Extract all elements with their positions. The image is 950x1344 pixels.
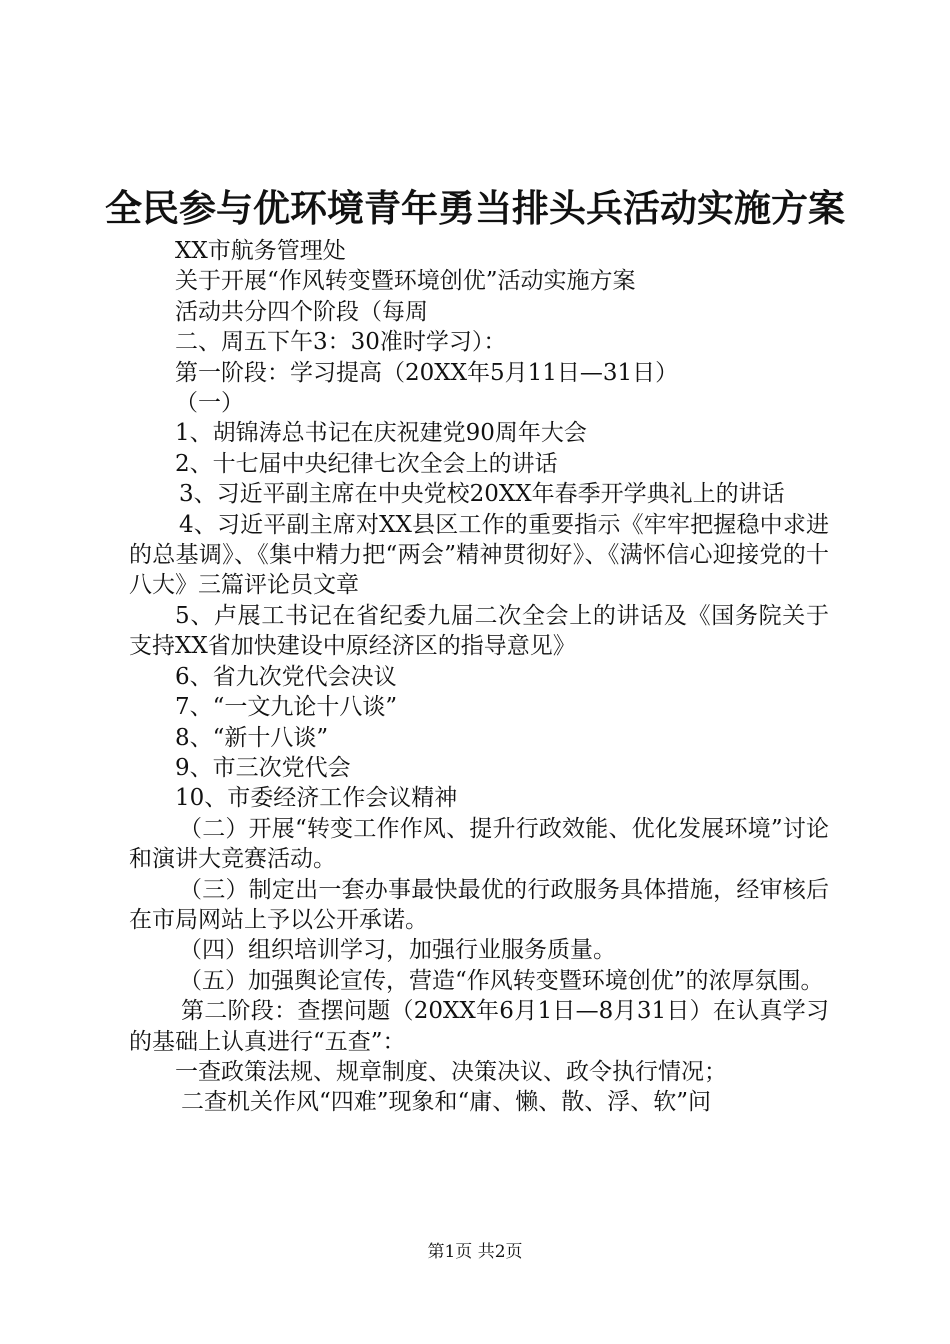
paragraph: （四）组织培训学习，加强行业服务质量。 bbox=[179, 937, 616, 964]
paragraph: 二查机关作风“四难”现象和“庸、懒、散、浮、软”问 bbox=[181, 1089, 712, 1116]
document-title: 全民参与优环境青年勇当排头兵活动实施方案 bbox=[105, 186, 845, 230]
paragraph: 7、“一文九论十八谈” bbox=[175, 694, 398, 721]
paragraph: 10、市委经济工作会议精神 bbox=[175, 785, 458, 812]
paragraph: 第二阶段：查摆问题（20XX年6月1日—8月31日）在认真学习的基础上认真进行“五查”： bbox=[129, 998, 829, 1055]
paragraph: 8、“新十八谈” bbox=[175, 724, 329, 751]
paragraph: 关于开展“作风转变暨环境创优”活动实施方案 bbox=[175, 268, 636, 295]
paragraph: 1、胡锦涛总书记在庆祝建党90周年大会 bbox=[175, 420, 587, 447]
paragraph: （五）加强舆论宣传，营造“作风转变暨环境创优”的浓厚氛围。 bbox=[179, 967, 824, 994]
paragraph: 5、卢展工书记在省纪委九届二次全会上的讲话及《国务院关于支持XX省加快建设中原经济区的指导意见》 bbox=[129, 602, 829, 660]
paragraph: 6、省九次党代会决议 bbox=[175, 663, 397, 690]
document-body bbox=[129, 236, 829, 1118]
paragraph: 活动共分四个阶段（每周 bbox=[175, 298, 428, 325]
paragraph: 3、习近平副主席在中央党校20XX年春季开学典礼上的讲话 bbox=[179, 481, 785, 508]
paragraph: （一） bbox=[175, 390, 244, 417]
paragraph: XX市航务管理处 bbox=[175, 238, 346, 264]
paragraph: 二、周五下午3：30准时学习）： bbox=[175, 329, 507, 356]
paragraph: 第一阶段：学习提高（20XX年5月11日—31日） bbox=[175, 359, 679, 386]
paragraph: 9、市三次党代会 bbox=[175, 754, 351, 781]
paragraph: 2、十七届中央纪律七次全会上的讲话 bbox=[175, 450, 558, 477]
paragraph: （二）开展“转变工作作风、提升行政效能、优化发展环境”讨论和演讲大竞赛活动。 bbox=[129, 815, 829, 873]
paragraph: 4、习近平副主席对XX县区工作的重要指示《牢牢把握稳中求进的总基调》、《集中精力把“两会”精神贯彻好》、《满怀信心迎接党的十八大》三篇评论员文章 bbox=[129, 511, 829, 599]
paragraph: 一查政策法规、规章制度、决策决议、政令执行情况； bbox=[175, 1058, 727, 1085]
paragraph: （三）制定出一套办事最快最优的行政服务具体措施，经审核后在市局网站上予以公开承诺。 bbox=[129, 876, 829, 933]
page-footer: 第1页 共2页 bbox=[427, 1242, 523, 1262]
